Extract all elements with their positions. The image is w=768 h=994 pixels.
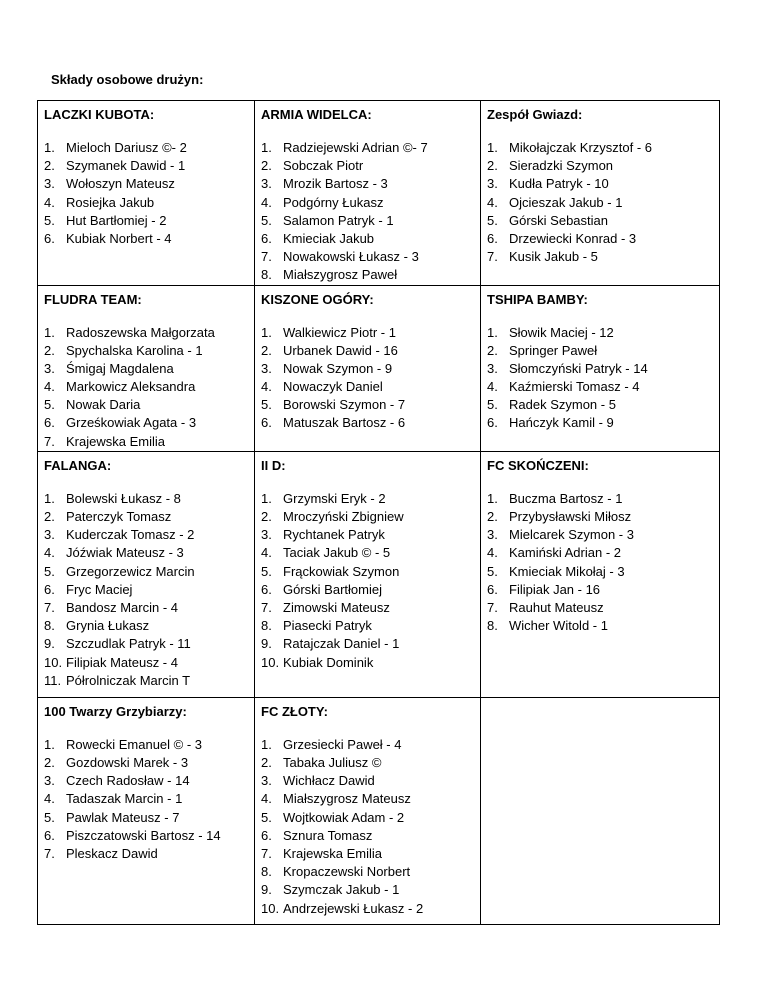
- player-name: Kamiński Adrian - 2: [509, 545, 621, 561]
- player-number: 4.: [44, 791, 55, 807]
- team-cell: [481, 285, 720, 451]
- player-number: 8.: [261, 267, 272, 283]
- player-item: [44, 490, 250, 508]
- player-item: [487, 414, 715, 432]
- player-item: [44, 396, 250, 414]
- player-name: Kudła Patryk - 10: [509, 176, 609, 192]
- player-number: 2.: [487, 509, 498, 524]
- player-number: 6.: [44, 415, 55, 431]
- player-number: 4.: [261, 379, 272, 395]
- player-name: Fryc Maciej: [66, 581, 133, 597]
- player-item: [261, 230, 476, 248]
- player-item: [44, 672, 250, 690]
- player-name: Kubiak Dominik: [283, 654, 374, 670]
- player-number: 1.: [261, 736, 272, 752]
- player-item: [261, 617, 476, 635]
- player-number: 7.: [261, 599, 272, 615]
- player-name: Pleskacz Dawid: [66, 845, 158, 861]
- team-cell: [481, 451, 720, 697]
- player-name: Tadaszak Marcin - 1: [66, 791, 183, 807]
- player-name: Springer Paweł: [509, 342, 598, 358]
- player-list: [261, 490, 476, 672]
- player-item: [261, 772, 476, 790]
- player-name: Rowecki Emanuel © - 3: [66, 736, 203, 752]
- player-item: [261, 863, 476, 881]
- player-number: 3.: [261, 176, 272, 192]
- player-item: [44, 563, 250, 581]
- player-number: 6.: [261, 827, 272, 843]
- player-number: 4.: [261, 194, 272, 210]
- team-name: Zespół Gwiazd:: [487, 107, 583, 122]
- player-number: 8.: [487, 618, 498, 634]
- player-name: Wojtkowiak Adam - 2: [283, 809, 405, 825]
- player-name: Krajewska Emilia: [66, 433, 165, 449]
- player-number: 9.: [261, 882, 272, 898]
- player-name: Nowak Szymon - 9: [283, 360, 393, 376]
- player-item: [487, 490, 715, 508]
- player-item: [261, 881, 476, 899]
- player-item: [261, 212, 476, 230]
- player-number: 2.: [261, 158, 272, 174]
- team-name: FC ZŁOTY:: [261, 703, 328, 719]
- player-number: 9.: [261, 636, 272, 652]
- player-number: 3.: [44, 176, 55, 192]
- player-name: Walkiewicz Piotr - 1: [283, 324, 396, 340]
- player-name: Miałszygrosz Mateusz: [283, 791, 411, 807]
- player-item: [487, 617, 715, 635]
- player-number: 4.: [261, 545, 272, 561]
- player-name: Radek Szymon - 5: [509, 397, 616, 413]
- player-number: 10.: [261, 654, 280, 670]
- player-name: Gozdowski Marek - 3: [66, 755, 189, 770]
- player-name: Hut Bartłomiej - 2: [66, 212, 167, 228]
- player-name: Półrolniczak Marcin T: [66, 672, 191, 688]
- player-name: Nowaczyk Daniel: [283, 379, 383, 395]
- player-item: [44, 194, 250, 212]
- player-number: 3.: [487, 527, 498, 543]
- player-name: Jóźwiak Mateusz - 3: [66, 545, 184, 561]
- player-item: [261, 490, 476, 508]
- player-name: Filipiak Mateusz - 4: [66, 654, 178, 670]
- player-name: Grzymski Eryk - 2: [283, 490, 386, 506]
- player-name: Szymczak Jakub - 1: [283, 882, 400, 898]
- player-number: 6.: [487, 415, 498, 431]
- player-number: 8.: [261, 864, 272, 880]
- player-list: [261, 139, 476, 285]
- player-item: [261, 581, 476, 599]
- player-item: [44, 772, 250, 790]
- player-item: [487, 212, 715, 230]
- player-name: Grzegorzewicz Marcin: [66, 563, 195, 579]
- player-item: [487, 324, 715, 342]
- teams-table: [37, 100, 720, 925]
- player-name: Salamon Patryk - 1: [283, 212, 394, 228]
- player-name: Czech Radosław - 14: [66, 773, 190, 789]
- player-name: Nowakowski Łukasz - 3: [283, 249, 419, 265]
- player-number: 3.: [261, 527, 272, 543]
- player-number: 4.: [487, 545, 498, 561]
- player-name: Szymanek Dawid - 1: [66, 158, 186, 174]
- player-name: Kaźmierski Tomasz - 4: [509, 379, 640, 395]
- player-number: 6.: [261, 415, 272, 431]
- player-name: Krajewska Emilia: [283, 845, 382, 861]
- player-item: [261, 544, 476, 562]
- player-number: 1.: [487, 490, 498, 506]
- player-number: 1.: [261, 324, 272, 340]
- player-number: 8.: [261, 618, 272, 634]
- player-number: 4.: [487, 379, 498, 395]
- player-name: Buczma Bartosz - 1: [509, 490, 623, 506]
- player-name: Rauhut Mateusz: [509, 599, 604, 615]
- player-item: [44, 827, 250, 845]
- team-name: FALANGA:: [44, 457, 112, 473]
- player-name: Radziejewski Adrian ©- 7: [283, 140, 428, 155]
- player-number: 3.: [487, 360, 498, 376]
- player-list: [44, 139, 250, 248]
- player-name: Ratajczak Daniel - 1: [283, 636, 400, 652]
- player-item: [261, 809, 476, 827]
- player-item: [44, 212, 250, 230]
- player-item: [44, 617, 250, 635]
- player-name: Zimowski Mateusz: [283, 599, 390, 615]
- player-item: [487, 563, 715, 581]
- player-number: 2.: [487, 158, 498, 174]
- player-item: [261, 563, 476, 581]
- player-number: 11.: [44, 672, 62, 688]
- player-number: 7.: [44, 845, 55, 861]
- player-item: [261, 845, 476, 863]
- player-name: Kuderczak Tomasz - 2: [66, 527, 195, 543]
- team-cell: [481, 101, 720, 286]
- team-name: LACZKI KUBOTA:: [44, 107, 155, 122]
- player-item: [261, 736, 476, 754]
- player-item: [44, 754, 250, 772]
- player-number: 2.: [44, 755, 55, 770]
- player-item: [44, 230, 250, 248]
- player-list: [487, 324, 715, 433]
- player-item: [487, 157, 715, 175]
- player-name: Przybysławski Miłosz: [509, 509, 632, 524]
- player-name: Tabaka Juliusz ©: [283, 755, 382, 770]
- player-item: [487, 378, 715, 396]
- player-number: 6.: [487, 581, 498, 597]
- player-item: [44, 581, 250, 599]
- player-name: Bandosz Marcin - 4: [66, 599, 178, 615]
- player-list: [44, 324, 250, 451]
- player-name: Mieloch Dariusz ©- 2: [66, 140, 187, 155]
- player-number: 2.: [487, 342, 498, 358]
- player-name: Kropaczewski Norbert: [283, 864, 411, 880]
- player-item: [261, 157, 476, 175]
- player-number: 7.: [44, 599, 55, 615]
- player-item: [261, 175, 476, 193]
- team-cell: [38, 451, 255, 697]
- player-item: [261, 248, 476, 266]
- player-name: Wołoszyn Mateusz: [66, 176, 175, 192]
- player-name: Mroczyński Zbigniew: [283, 509, 404, 524]
- player-item: [261, 324, 476, 342]
- team-name: FC SKOŃCZENI:: [487, 457, 589, 473]
- player-name: Kusik Jakub - 5: [509, 249, 598, 265]
- player-name: Sobczak Piotr: [283, 158, 364, 174]
- player-number: 2.: [261, 342, 272, 358]
- team-name: II D:: [261, 457, 286, 473]
- player-item: [487, 194, 715, 212]
- player-item: [44, 433, 250, 451]
- player-item: [261, 508, 476, 526]
- player-list: [487, 490, 715, 636]
- player-name: Radoszewska Małgorzata: [66, 324, 215, 340]
- player-name: Spychalska Karolina - 1: [66, 342, 203, 358]
- player-number: 3.: [261, 773, 272, 789]
- player-item: [44, 360, 250, 378]
- player-item: [44, 599, 250, 617]
- player-name: Kubiak Norbert - 4: [66, 230, 172, 246]
- player-name: Podgórny Łukasz: [283, 194, 384, 210]
- player-name: Paterczyk Tomasz: [66, 509, 172, 524]
- player-item: [487, 139, 715, 157]
- player-item: [487, 342, 715, 360]
- player-number: 2.: [261, 509, 272, 524]
- player-item: [261, 526, 476, 544]
- player-number: 2.: [44, 342, 55, 358]
- player-item: [487, 526, 715, 544]
- player-number: 7.: [487, 599, 498, 615]
- player-item: [261, 342, 476, 360]
- player-name: Frąckowiak Szymon: [283, 563, 400, 579]
- player-item: [44, 175, 250, 193]
- player-number: 4.: [487, 194, 498, 210]
- player-item: [261, 266, 476, 284]
- player-number: 6.: [44, 827, 55, 843]
- player-name: Rychtanek Patryk: [283, 527, 385, 543]
- player-name: Matuszak Bartosz - 6: [283, 415, 406, 431]
- player-number: 6.: [261, 230, 272, 246]
- player-name: Piszczatowski Bartosz - 14: [66, 827, 221, 843]
- player-item: [487, 544, 715, 562]
- player-item: [487, 581, 715, 599]
- player-item: [44, 654, 250, 672]
- player-number: 9.: [44, 636, 55, 652]
- player-item: [44, 378, 250, 396]
- player-name: Filipiak Jan - 16: [509, 581, 601, 597]
- player-number: 5.: [44, 809, 55, 825]
- player-item: [44, 157, 250, 175]
- player-number: 8.: [44, 618, 55, 634]
- player-number: 1.: [44, 324, 55, 340]
- player-number: 5.: [261, 563, 272, 579]
- player-item: [487, 508, 715, 526]
- player-item: [261, 599, 476, 617]
- player-item: [44, 790, 250, 808]
- player-item: [44, 736, 250, 754]
- player-name: Ojcieszak Jakub - 1: [509, 194, 623, 210]
- player-number: 6.: [261, 581, 272, 597]
- player-name: Sieradzki Szymon: [509, 158, 614, 174]
- player-item: [261, 754, 476, 772]
- player-number: 5.: [44, 397, 55, 413]
- player-name: Wichłacz Dawid: [283, 773, 375, 789]
- player-item: [261, 790, 476, 808]
- player-item: [44, 544, 250, 562]
- player-number: 7.: [261, 845, 272, 861]
- team-name: KISZONE OGÓRY:: [261, 291, 374, 307]
- player-number: 3.: [44, 360, 55, 376]
- player-item: [261, 396, 476, 414]
- player-number: 6.: [44, 581, 55, 597]
- player-number: 10.: [44, 654, 63, 670]
- player-number: 3.: [44, 527, 55, 543]
- player-item: [44, 324, 250, 342]
- player-name: Andrzejewski Łukasz - 2: [283, 900, 424, 916]
- player-number: 4.: [44, 194, 55, 210]
- player-number: 1.: [487, 140, 498, 155]
- player-number: 1.: [44, 736, 55, 752]
- player-number: 2.: [44, 158, 55, 174]
- player-number: 3.: [487, 176, 498, 192]
- player-number: 7.: [44, 433, 55, 449]
- player-list: [44, 490, 250, 690]
- player-name: Pawlak Mateusz - 7: [66, 809, 180, 825]
- player-item: [44, 635, 250, 653]
- player-list: [44, 736, 250, 863]
- player-name: Markowicz Aleksandra: [66, 379, 196, 395]
- player-item: [261, 378, 476, 396]
- player-number: 6.: [487, 230, 498, 246]
- empty-cell: [481, 697, 720, 924]
- player-item: [261, 360, 476, 378]
- player-name: Mielcarek Szymon - 3: [509, 527, 634, 543]
- team-name: FLUDRA TEAM:: [44, 291, 142, 307]
- player-number: 1.: [487, 324, 498, 340]
- player-number: 2.: [261, 755, 272, 770]
- team-name: 100 Twarzy Grzybiarzy:: [44, 703, 187, 719]
- player-list: [261, 736, 476, 918]
- player-name: Drzewiecki Konrad - 3: [509, 230, 637, 246]
- player-item: [261, 194, 476, 212]
- player-number: 4.: [44, 545, 55, 561]
- player-item: [44, 508, 250, 526]
- team-name: TSHIPA BAMBY:: [487, 291, 588, 307]
- player-name: Kmieciak Mikołaj - 3: [509, 563, 625, 579]
- player-name: Rosiejka Jakub: [66, 194, 155, 210]
- player-item: [44, 139, 250, 157]
- player-name: Urbanek Dawid - 16: [283, 342, 398, 358]
- player-item: [487, 599, 715, 617]
- team-cell: [255, 451, 481, 697]
- player-name: Miałszygrosz Paweł: [283, 267, 398, 283]
- player-number: 7.: [261, 249, 272, 265]
- player-item: [487, 360, 715, 378]
- player-number: 5.: [487, 397, 498, 413]
- team-cell: [38, 285, 255, 451]
- player-number: 1.: [44, 490, 55, 506]
- team-cell: [255, 285, 481, 451]
- player-number: 1.: [261, 490, 272, 506]
- player-name: Grynia Łukasz: [66, 618, 150, 634]
- player-name: Kmieciak Jakub: [283, 230, 375, 246]
- player-name: Słowik Maciej - 12: [509, 324, 614, 340]
- player-item: [487, 396, 715, 414]
- team-name: ARMIA WIDELCA:: [261, 107, 372, 122]
- document-title: Składy osobowe drużyn:: [51, 72, 204, 87]
- player-list: [487, 139, 715, 266]
- team-cell: [38, 101, 255, 286]
- player-item: [44, 809, 250, 827]
- player-number: 5.: [261, 212, 272, 228]
- player-name: Grzesiecki Paweł - 4: [283, 736, 402, 752]
- player-list: [261, 324, 476, 433]
- player-item: [261, 139, 476, 157]
- player-item: [261, 827, 476, 845]
- player-number: 1.: [261, 140, 272, 155]
- player-item: [44, 414, 250, 432]
- player-name: Mikołajczak Krzysztof - 6: [509, 140, 653, 155]
- player-name: Mrozik Bartosz - 3: [283, 176, 388, 192]
- player-name: Śmigaj Magdalena: [66, 360, 174, 376]
- player-number: 2.: [44, 509, 55, 524]
- player-number: 1.: [44, 140, 55, 155]
- player-item: [487, 230, 715, 248]
- player-number: 5.: [261, 809, 272, 825]
- player-number: 3.: [44, 773, 55, 789]
- team-cell: [255, 101, 481, 286]
- player-name: Taciak Jakub © - 5: [283, 545, 391, 561]
- player-name: Górski Sebastian: [509, 212, 608, 228]
- player-name: Bolewski Łukasz - 8: [66, 490, 181, 506]
- player-number: 6.: [44, 230, 55, 246]
- player-name: Nowak Daria: [66, 397, 141, 413]
- player-name: Piasecki Patryk: [283, 618, 372, 634]
- player-item: [261, 900, 476, 918]
- team-cell: [38, 697, 255, 924]
- player-number: 5.: [44, 563, 55, 579]
- player-number: 3.: [261, 360, 272, 376]
- player-name: Szczudlak Patryk - 11: [66, 636, 191, 652]
- team-cell: [255, 697, 481, 924]
- player-name: Górski Bartłomiej: [283, 581, 382, 597]
- player-item: [261, 654, 476, 672]
- player-number: 7.: [487, 249, 498, 265]
- player-name: Hańczyk Kamil - 9: [509, 415, 614, 431]
- player-name: Borowski Szymon - 7: [283, 397, 406, 413]
- player-item: [261, 414, 476, 432]
- player-item: [44, 342, 250, 360]
- player-name: Słomczyński Patryk - 14: [509, 360, 648, 376]
- player-item: [261, 635, 476, 653]
- player-item: [487, 248, 715, 266]
- player-name: Grześkowiak Agata - 3: [66, 415, 197, 431]
- player-item: [487, 175, 715, 193]
- player-number: 5.: [44, 212, 55, 228]
- player-number: 5.: [487, 212, 498, 228]
- player-name: Wicher Witold - 1: [509, 618, 608, 634]
- player-number: 4.: [261, 791, 272, 807]
- player-number: 5.: [261, 397, 272, 413]
- player-number: 4.: [44, 379, 55, 395]
- player-number: 10.: [261, 900, 280, 916]
- player-item: [44, 845, 250, 863]
- player-item: [44, 526, 250, 544]
- player-name: Sznura Tomasz: [283, 827, 373, 843]
- player-number: 5.: [487, 563, 498, 579]
